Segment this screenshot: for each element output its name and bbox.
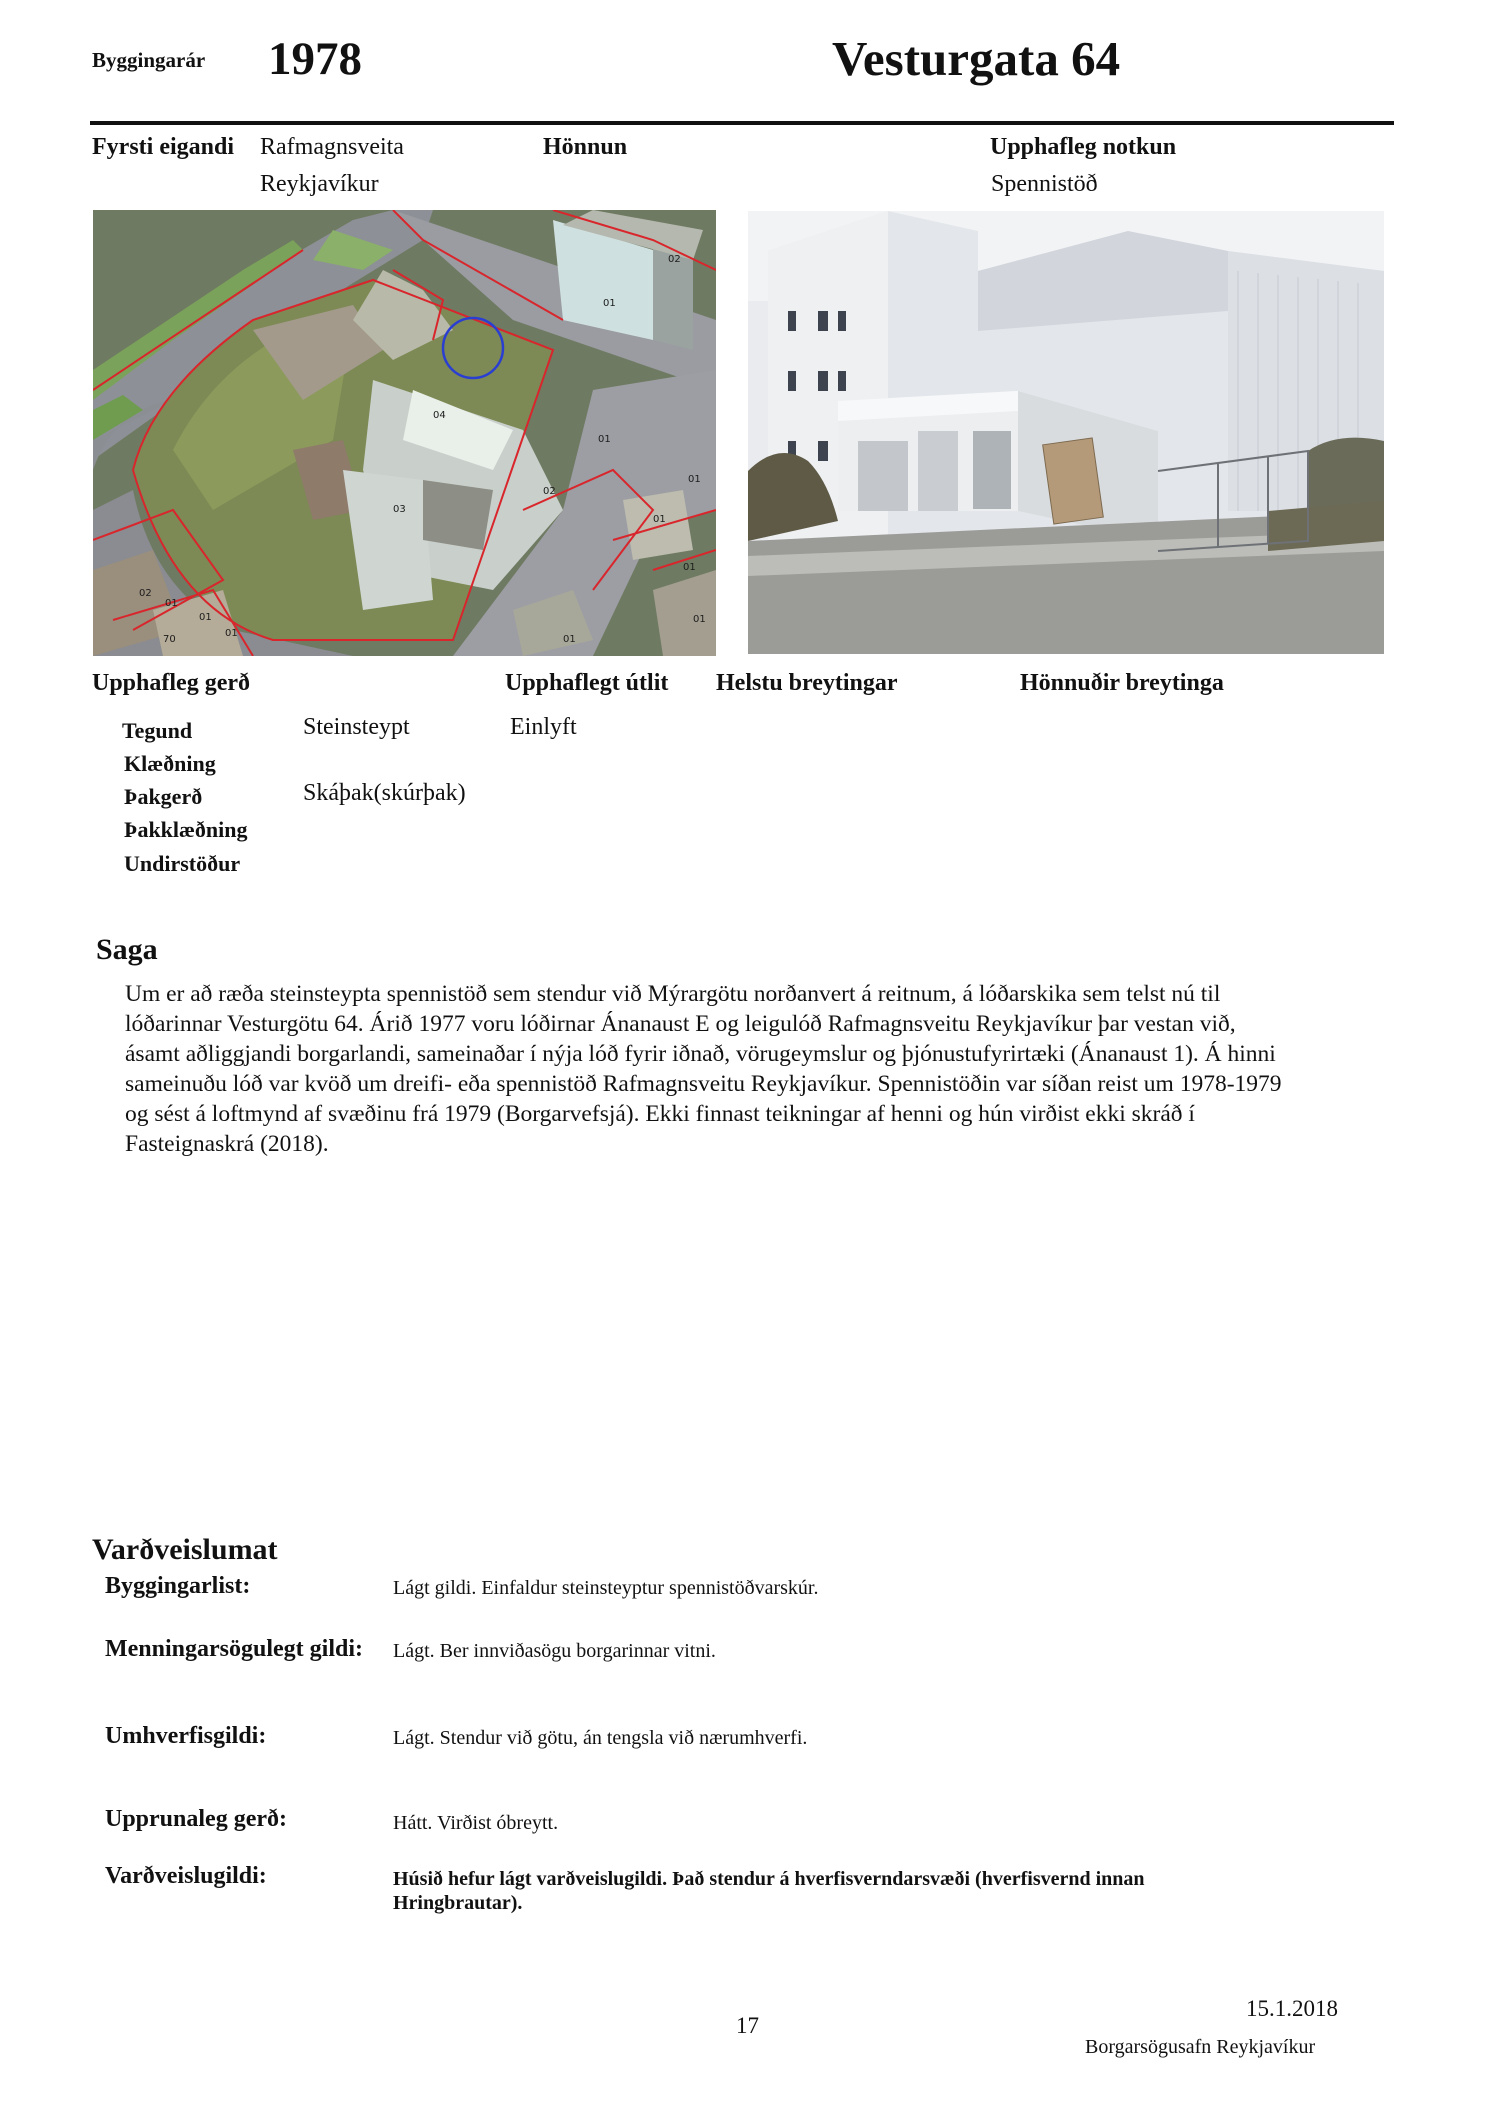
design-label: Hönnun — [543, 134, 628, 160]
cultural-value-label: Menningarsögulegt gildi: — [105, 1636, 364, 1662]
plot-label: 01 — [688, 474, 701, 485]
saga-line: ásamt aðliggjandi borgarlandi, sameinaðar í nýja lóð fyrir iðnað, vörugeymslur og þjónustufyrirtæki (Ánanaust 1). Á hinni — [125, 1041, 1276, 1067]
architecture-label: Byggingarlist: — [105, 1573, 251, 1599]
year-built-value: 1978 — [268, 33, 362, 85]
original-form-label: Upprunaleg gerð: — [105, 1806, 287, 1832]
cladding-label: Klæðning — [124, 751, 216, 776]
look-value: Einlyft — [510, 714, 577, 740]
saga-text — [125, 979, 1375, 1159]
header-divider — [90, 121, 1394, 125]
type-value: Steinsteypt — [303, 714, 410, 740]
saga-line: sameinuðu lóð var kvöð um dreifi- eða spennistöð Rafmagnsveitu Reykjavíkur. Spennistöðin var síðan reist um 1978-1979 — [125, 1071, 1282, 1097]
page-number: 17 — [736, 2013, 759, 2038]
saga-line: lóðarinnar Vesturgötu 64. Árið 1977 voru lóðirnar Ánanaust E og leigulóð Rafmagnsveitu Reykjavíkur þar vestan við, — [125, 1011, 1236, 1037]
roof-cladding-label: Þakklæðning — [124, 817, 248, 842]
plot-label: 01 — [165, 598, 178, 609]
preservation-line: Hringbrautar). — [393, 1892, 523, 1914]
saga-heading: Saga — [96, 933, 158, 966]
plot-label: 02 — [543, 486, 556, 497]
plot-label: 01 — [683, 562, 696, 573]
building-photo — [748, 211, 1384, 654]
saga-line: Fasteignaskrá (2018). — [125, 1131, 329, 1157]
preservation-value — [393, 1867, 1323, 1915]
plot-label: 03 — [393, 504, 406, 515]
original-type-heading: Upphafleg gerð — [92, 670, 250, 696]
roof-type-value: Skáþak(skúrþak) — [303, 780, 466, 806]
original-use-value: Spennistöð — [991, 171, 1098, 197]
plot-label: 01 — [199, 612, 212, 623]
page-title: Vesturgata 64 — [832, 31, 1121, 86]
plot-label: 01 — [598, 434, 611, 445]
type-label: Tegund — [122, 718, 193, 743]
cultural-value-text: Lágt. Ber innviðasögu borgarinnar vitni. — [393, 1640, 716, 1662]
plot-label: 04 — [433, 410, 446, 421]
plot-label: 01 — [653, 514, 666, 525]
footer-date: 15.1.2018 — [1246, 1996, 1338, 2021]
plot-label: 02 — [668, 254, 681, 265]
building-photo-graphic — [748, 211, 1384, 654]
environment-label: Umhverfisgildi: — [105, 1723, 267, 1749]
assessment-heading: Varðveislumat — [92, 1533, 278, 1566]
plot-label: 02 — [139, 588, 152, 599]
original-look-heading: Upphaflegt útlit — [505, 670, 669, 696]
plot-label: 01 — [693, 614, 706, 625]
plot-label: 01 — [225, 628, 238, 639]
preservation-label: Varðveislugildi: — [105, 1863, 267, 1889]
environment-value: Lágt. Stendur við götu, án tengsla við nærumhverfi. — [393, 1727, 808, 1749]
foundation-label: Undirstöður — [124, 851, 241, 876]
change-designers-heading: Hönnuðir breytinga — [1020, 670, 1224, 696]
original-use-label: Upphafleg notkun — [990, 134, 1177, 160]
saga-line: og sést á loftmynd af svæðinu frá 1979 (Borgarvefsjá). Ekki finnast teikningar af henni og hún virðist ekki skráð í — [125, 1101, 1195, 1127]
footer-organization: Borgarsögusafn Reykjavíkur — [1085, 2036, 1316, 2058]
first-owner-line1: Rafmagnsveita — [260, 134, 404, 160]
aerial-map — [93, 210, 716, 656]
plot-label: 01 — [563, 634, 576, 645]
original-form-value: Hátt. Virðist óbreytt. — [393, 1812, 559, 1834]
saga-line: Um er að ræða steinsteypta spennistöð sem stendur við Mýrargötu norðanvert á reitnum, á lóðarskika sem telst nú til — [125, 981, 1221, 1007]
main-changes-heading: Helstu breytingar — [716, 670, 898, 696]
plot-label: 01 — [603, 298, 616, 309]
aerial-map-graphic — [93, 210, 716, 656]
first-owner-label: Fyrsti eigandi — [92, 134, 234, 160]
preservation-line: Húsið hefur lágt varðveislugildi. Það stendur á hverfisverndarsvæði (hverfisvernd innan — [393, 1868, 1145, 1890]
architecture-value: Lágt gildi. Einfaldur steinsteyptur spennistöðvarskúr. — [393, 1577, 819, 1599]
first-owner-line2: Reykjavíkur — [260, 171, 379, 197]
plot-label: 70 — [163, 634, 176, 645]
year-built-label: Byggingarár — [92, 48, 206, 72]
roof-type-label: Þakgerð — [124, 784, 203, 809]
